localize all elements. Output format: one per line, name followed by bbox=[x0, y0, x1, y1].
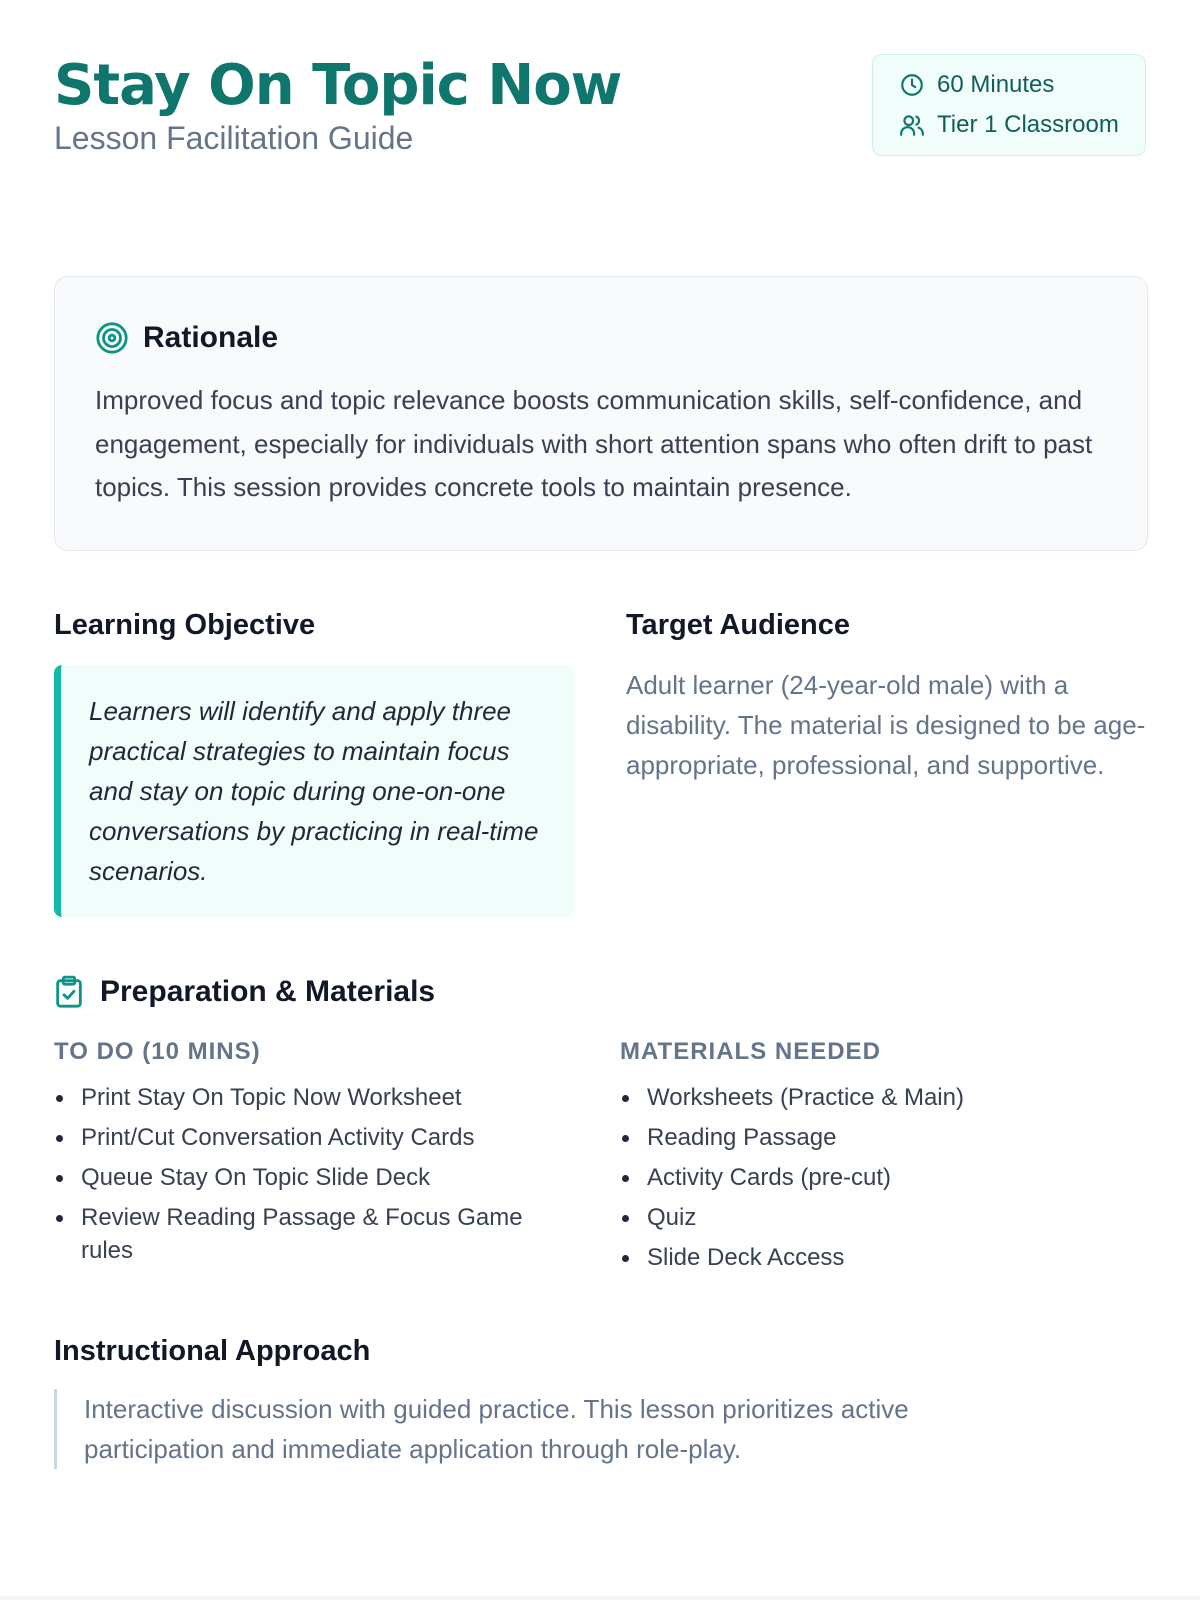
materials-list bbox=[620, 1081, 1140, 1274]
todo-column bbox=[54, 1037, 620, 1281]
todo-label: TO DO (10 MINS) bbox=[54, 1037, 261, 1065]
target-icon bbox=[95, 321, 129, 355]
todo-list bbox=[54, 1081, 620, 1267]
list-item: Quiz bbox=[620, 1201, 1140, 1234]
lesson-meta-box bbox=[872, 54, 1146, 156]
clipboard-check-icon bbox=[54, 975, 84, 1009]
list-item: Print/Cut Conversation Activity Cards bbox=[54, 1121, 534, 1154]
audience-column bbox=[626, 607, 1146, 917]
clock-icon bbox=[899, 72, 925, 98]
materials-label: MATERIALS NEEDED bbox=[620, 1037, 881, 1065]
audience-text: Adult learner (24-year-old male) with a disability. The material is designed to be age-appropriate, professional, and supportive. bbox=[626, 669, 1146, 780]
rationale-text: Improved focus and topic relevance boosts communication skills, self-confidence, and engagement, especially for individuals with short attention spans who often drift to past topics. This session provides concrete tools to maintain presence. bbox=[95, 385, 1093, 502]
audience-heading: Target Audience bbox=[626, 608, 850, 641]
title-block bbox=[54, 54, 621, 156]
list-item: Worksheets (Practice & Main) bbox=[620, 1081, 1140, 1114]
preparation-heading-text: Preparation & Materials bbox=[100, 974, 436, 1008]
objective-heading: Learning Objective bbox=[54, 608, 316, 641]
page-header bbox=[54, 54, 1146, 214]
materials-column bbox=[620, 1037, 1140, 1281]
list-item: Review Reading Passage & Focus Game rules bbox=[54, 1201, 534, 1267]
page-title: Stay On Topic Now bbox=[54, 53, 622, 118]
rationale-heading bbox=[95, 321, 1107, 355]
objective-column bbox=[54, 607, 574, 917]
rationale-heading-text: Rationale bbox=[143, 321, 279, 354]
approach-heading: Instructional Approach bbox=[54, 1334, 371, 1367]
objective-audience-row bbox=[54, 607, 1146, 917]
rationale-card bbox=[54, 276, 1148, 551]
list-item: Activity Cards (pre-cut) bbox=[620, 1161, 1140, 1194]
duration-text: 60 Minutes bbox=[937, 71, 1055, 98]
objective-callout: Learners will identify and apply three practical strategies to maintain focus and stay on topic during one-on-one conversations by practicing in real-time scenarios. bbox=[54, 665, 574, 917]
setting-row bbox=[899, 110, 1119, 140]
list-item: Queue Stay On Topic Slide Deck bbox=[54, 1161, 534, 1194]
list-item: Slide Deck Access bbox=[620, 1241, 1140, 1274]
page-subtitle: Lesson Facilitation Guide bbox=[54, 120, 414, 156]
preparation-heading bbox=[54, 975, 1146, 1009]
setting-text: Tier 1 Classroom bbox=[937, 111, 1119, 138]
users-icon bbox=[899, 112, 925, 138]
preparation-columns bbox=[54, 1037, 1146, 1281]
list-item: Print Stay On Topic Now Worksheet bbox=[54, 1081, 534, 1114]
list-item: Reading Passage bbox=[620, 1121, 1140, 1154]
approach-text: Interactive discussion with guided practice. This lesson prioritizes active participation and immediate application through role-play. bbox=[54, 1389, 1054, 1469]
duration-row bbox=[899, 70, 1119, 100]
page-bottom-edge bbox=[0, 1596, 1200, 1600]
